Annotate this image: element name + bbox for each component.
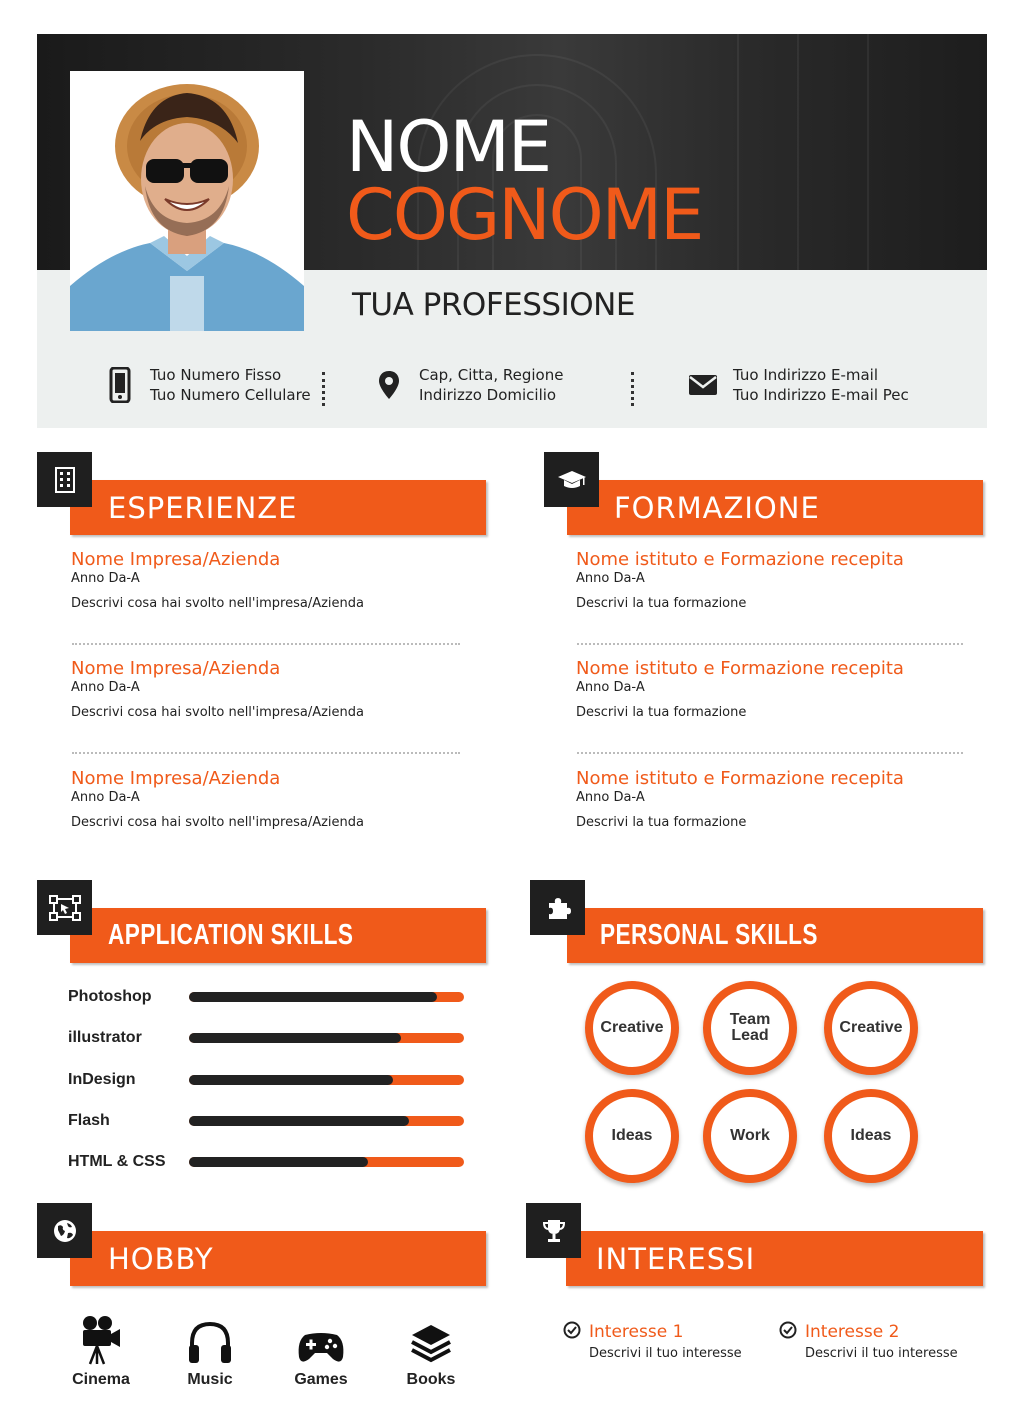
personal-skill-circle: Creative — [585, 981, 679, 1075]
skill-label: Flash — [68, 1112, 110, 1129]
personal-skill-circle: Team Lead — [703, 981, 797, 1075]
email-line-2: Tuo Indirizzo E-mail Pec — [733, 386, 909, 404]
headphones-icon — [170, 1313, 250, 1365]
skill-bar-fill — [189, 1157, 368, 1167]
education-years: Anno Da-A — [576, 790, 645, 805]
contact-phone — [102, 365, 311, 405]
contact-email — [685, 365, 909, 405]
interest-item — [779, 1321, 958, 1361]
experience-entry — [71, 658, 364, 720]
experience-description: Descrivi cosa hai svolto nell'impresa/Azienda — [71, 815, 364, 830]
address-line-2: Indirizzo Domicilio — [419, 386, 557, 404]
hobby-games — [281, 1313, 361, 1389]
skill-bar-track — [189, 1157, 464, 1167]
interest-title: Interesse 1 — [589, 1322, 684, 1342]
gamepad-icon — [281, 1313, 361, 1365]
hobby-music — [170, 1313, 250, 1389]
skill-bar-fill — [189, 1075, 393, 1085]
experience-entry — [71, 549, 364, 611]
hobby-label: Books — [406, 1371, 456, 1388]
hobby-label: Games — [294, 1371, 348, 1388]
skill-bar-track — [189, 1116, 464, 1126]
app-skills-title: APPLICATION SKILLS — [108, 919, 354, 951]
divider — [577, 643, 963, 645]
experience-company: Nome Impresa/Azienda — [71, 549, 281, 570]
skill-label: InDesign — [68, 1071, 136, 1088]
personal-skill-circle: Work — [703, 1089, 797, 1183]
hobby-title: HOBBY — [108, 1242, 214, 1276]
skill-bar-fill — [189, 1116, 409, 1126]
hobby-books — [391, 1313, 471, 1389]
education-entry — [576, 658, 904, 720]
interest-title: Interesse 2 — [805, 1322, 900, 1342]
globe-icon — [37, 1203, 92, 1258]
map-pin-icon — [371, 367, 407, 403]
interest-description: Descrivi il tuo interesse — [589, 1346, 742, 1361]
divider — [577, 752, 963, 754]
building-icon — [37, 452, 92, 507]
address-line-1: Cap, Citta, Regione — [419, 366, 564, 384]
experience-title: ESPERIENZE — [108, 491, 298, 525]
education-years: Anno Da-A — [576, 571, 645, 586]
divider — [72, 643, 460, 645]
experience-description: Descrivi cosa hai svolto nell'impresa/Azienda — [71, 596, 364, 611]
trophy-icon — [526, 1203, 581, 1258]
skill-bar-fill — [189, 992, 437, 1002]
experience-years: Anno Da-A — [71, 571, 140, 586]
phone-line-1: Tuo Numero Fisso — [150, 366, 282, 384]
experience-years: Anno Da-A — [71, 790, 140, 805]
hobby-label: Music — [187, 1371, 233, 1388]
graduation-cap-icon — [544, 452, 599, 507]
app-skills-header — [70, 908, 486, 963]
experience-header — [70, 480, 486, 535]
education-institute: Nome istituto e Formazione recepita — [576, 658, 904, 679]
education-description: Descrivi la tua formazione — [576, 596, 747, 611]
education-institute: Nome istituto e Formazione recepita — [576, 549, 904, 570]
personal-skill-circle: Ideas — [585, 1089, 679, 1183]
education-entry — [576, 768, 904, 830]
education-description: Descrivi la tua formazione — [576, 815, 747, 830]
skill-bar-fill — [189, 1033, 401, 1043]
hobby-cinema — [61, 1313, 141, 1389]
profession: TUA PROFESSIONE — [352, 287, 635, 323]
interest-item — [563, 1321, 742, 1361]
email-line-1: Tuo Indirizzo E-mail — [733, 366, 879, 384]
skill-label: HTML & CSS — [68, 1153, 166, 1170]
personal-skills-title: PERSONAL SKILLS — [600, 919, 818, 951]
education-institute: Nome istituto e Formazione recepita — [576, 768, 904, 789]
education-entry — [576, 549, 904, 611]
puzzle-icon — [530, 880, 585, 935]
skill-label: illustrator — [68, 1029, 142, 1046]
personal-skills-header — [567, 908, 983, 963]
first-name: NOME — [346, 106, 551, 188]
interests-title: INTERESSI — [596, 1242, 756, 1276]
hobby-header — [70, 1231, 486, 1286]
phone-icon — [102, 367, 138, 403]
check-circle-icon — [563, 1321, 581, 1343]
skill-bar-track — [189, 1075, 464, 1085]
vector-shape-icon — [37, 880, 92, 935]
movie-camera-icon — [61, 1313, 141, 1365]
education-description: Descrivi la tua formazione — [576, 705, 747, 720]
interest-description: Descrivi il tuo interesse — [805, 1346, 958, 1361]
experience-entry — [71, 768, 364, 830]
last-name: COGNOME — [346, 174, 703, 256]
profile-photo — [70, 71, 304, 331]
envelope-icon — [685, 367, 721, 403]
experience-company: Nome Impresa/Azienda — [71, 658, 281, 679]
contact-address — [371, 365, 563, 405]
skill-bar-track — [189, 1033, 464, 1043]
hobby-label: Cinema — [72, 1371, 130, 1388]
contact-divider — [322, 372, 325, 406]
phone-line-2: Tuo Numero Cellulare — [150, 386, 311, 404]
interests-header — [566, 1231, 983, 1286]
experience-description: Descrivi cosa hai svolto nell'impresa/Azienda — [71, 705, 364, 720]
education-years: Anno Da-A — [576, 680, 645, 695]
contact-divider — [631, 372, 634, 406]
education-header — [567, 480, 983, 535]
divider — [72, 752, 460, 754]
experience-company: Nome Impresa/Azienda — [71, 768, 281, 789]
personal-skill-circle: Creative — [824, 981, 918, 1075]
personal-skill-circle: Ideas — [824, 1089, 918, 1183]
books-stack-icon — [391, 1313, 471, 1365]
skill-label: Photoshop — [68, 988, 152, 1005]
skill-bar-track — [189, 992, 464, 1002]
experience-years: Anno Da-A — [71, 680, 140, 695]
check-circle-icon — [779, 1321, 797, 1343]
education-title: FORMAZIONE — [614, 491, 820, 525]
